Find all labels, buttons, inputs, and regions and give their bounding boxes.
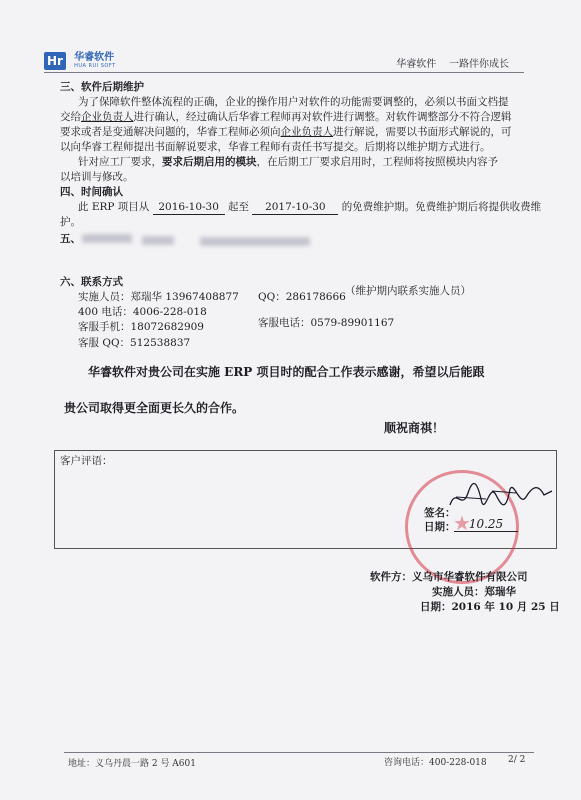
seal-star-icon: ★ xyxy=(453,511,471,535)
section4-line1: 此 ERP 项目从 2016-10-30 起至 2017-10-30 的免费维护期。免费维护期后将提供收费维 xyxy=(78,201,542,213)
hotline: 400 电话：4006-228-018 xyxy=(78,306,207,318)
service-phone: 客服电话：0579-89901167 xyxy=(258,317,395,329)
footer-divider xyxy=(64,752,534,753)
service-mobile: 客服手机：18072682909 xyxy=(78,321,204,333)
section4-title: 四、时间确认 xyxy=(60,186,123,198)
thanks-line1: 华睿软件对贵公司在实施 ERP 项目时的配合工作表示感谢，希望以后能跟 xyxy=(88,365,485,379)
section6-title: 六、联系方式 xyxy=(60,276,123,288)
redacted-text xyxy=(142,236,174,245)
logo-text-en: HUA RUI SOFT xyxy=(74,63,116,69)
sign-date-value: 10.25 xyxy=(454,517,518,532)
qq-note: （维护期内联系实施人员） xyxy=(345,285,471,297)
footer-address: 地址：义乌丹晨一路 2 号 A601 xyxy=(68,759,196,769)
section3-line4: 以向华睿工程师提出书面解说要求，华睿工程师有责任书写提交。后期将以维护期方式进行。 xyxy=(60,141,491,153)
section3-title: 三、软件后期维护 xyxy=(60,81,144,93)
section4-line2: 护。 xyxy=(60,216,81,228)
header-slogan: 华睿软件 一路伴你成长 xyxy=(396,59,509,70)
customer-comment-label: 客户评语： xyxy=(60,455,113,467)
section3-line3: 要求或者是变通解决问题的，华睿工程师必须向企业负责人进行解说，需要以书面形式解说的，可 xyxy=(60,126,512,138)
redacted-text xyxy=(82,234,132,243)
closing: 顺祝商祺！ xyxy=(384,421,445,435)
implementer-sign: 实施人员：郑瑞华 xyxy=(432,586,516,598)
company-logo xyxy=(44,50,116,70)
end-date: 2017-10-30 xyxy=(252,200,338,215)
thanks-line2: 贵公司取得更全面更长久的合作。 xyxy=(64,401,245,415)
handwritten-signature xyxy=(446,477,556,517)
logo-mark-icon: Hr xyxy=(44,52,66,70)
implementer-contact: 实施人员：郑瑞华 13967408877 xyxy=(78,291,239,303)
section5-title: 五、 xyxy=(60,233,81,245)
start-date: 2016-10-30 xyxy=(153,200,225,215)
section3-line6: 以培训与修改。 xyxy=(60,171,134,183)
header-divider xyxy=(44,72,524,73)
service-qq: 客服 QQ：512538837 xyxy=(78,337,191,349)
sign-date-label: 日期： xyxy=(424,521,456,533)
page-number: 2/ 2 xyxy=(508,755,526,765)
section3-line1: 为了保障软件整体流程的正确，企业的操作用户对软件的功能需要调整的，必须以书面文档提 xyxy=(78,96,509,108)
sign-label: 签名： xyxy=(424,507,456,519)
section3-line5: 针对应工厂要求，要求后期启用的模块，在后期工厂要求启用时，工程师将按照模块内容予 xyxy=(78,156,498,168)
section3-line2: 交给企业负责人进行确认，经过确认后华睿工程师再对软件进行调整。对软件调整部分不符合逻辑 xyxy=(60,111,512,123)
sign-date: 日期：2016 年 10 月 25 日 xyxy=(420,601,560,613)
footer-hotline: 咨询电话：400-228-018 xyxy=(384,758,487,768)
implementer-qq: QQ：286178666 xyxy=(258,291,346,303)
logo-text-cn: 华睿软件 xyxy=(74,52,115,63)
software-company: 软件方：义乌市华睿软件有限公司 xyxy=(370,571,528,583)
redacted-text xyxy=(200,237,310,246)
